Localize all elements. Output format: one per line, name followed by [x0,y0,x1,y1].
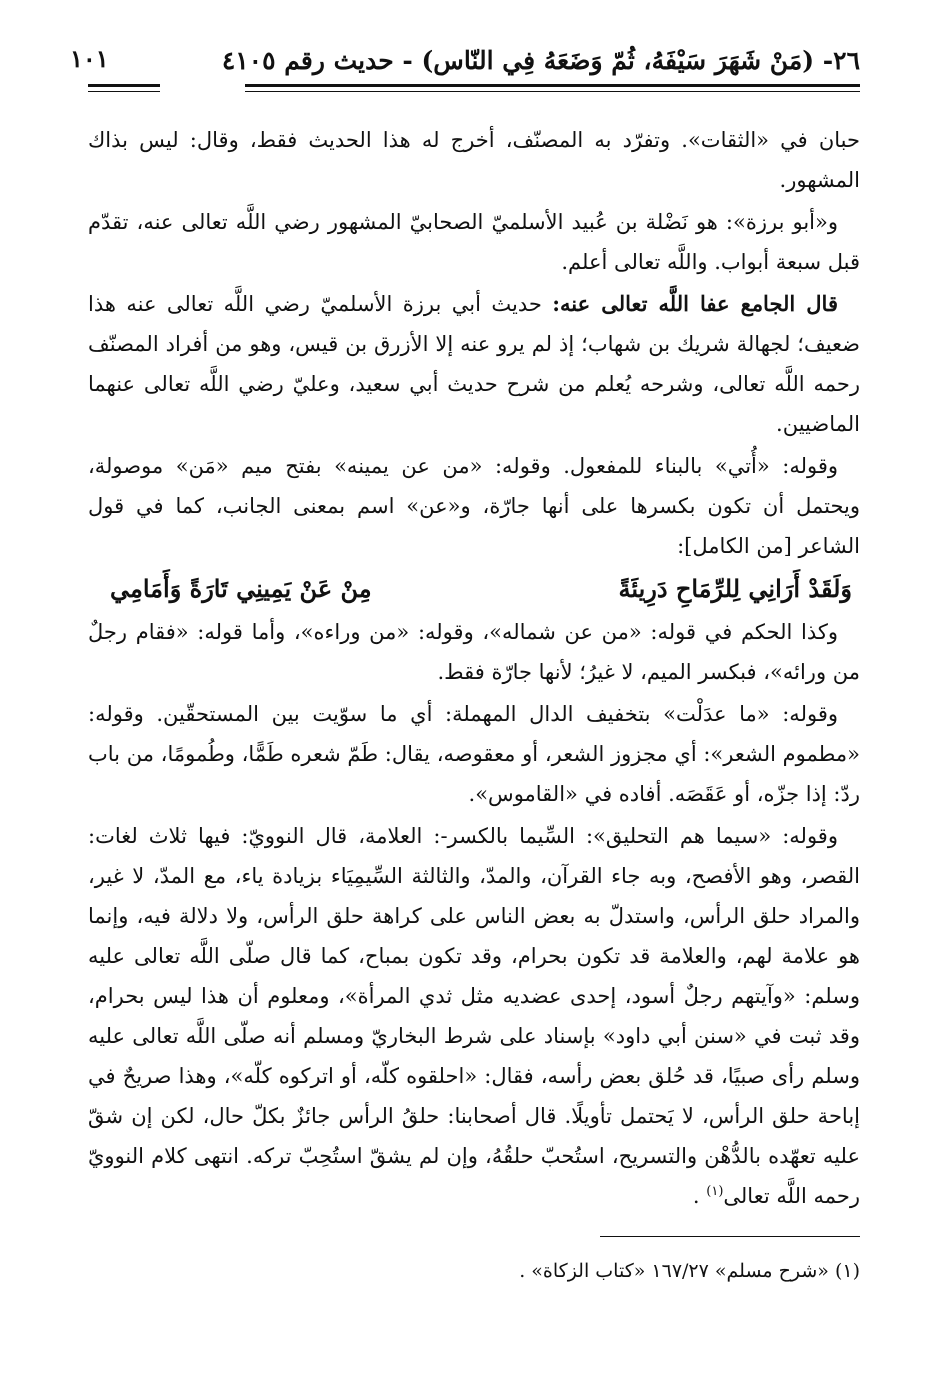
running-header [80,38,860,96]
chapter-title: ٢٦- (مَنْ شَهَرَ سَيْفَهُ، ثُمّ وَضَعَهُ فِي النّاس) - حديث رقم ٤١٠٥ [221,46,860,75]
header-rule [245,84,860,87]
paragraph: وقوله: «ما عدَلْت» بتخفيف الدال المهملة: أي ما سوّيت بين المستحقّين. وقوله: «مطموم الشعر»: أي مجزوز الشعر، أو معقوصه، يقال: طَمّ شعره طَمًّا، وطُمومًا، من باب ردّ: إذا جزّه، أو عَقَصَه. أفاده في «القاموس». [88,702,860,806]
verse-second-hemistich: مِنْ عَنْ يَمِينِي تَارَةً وَأَمَامِي [110,574,372,603]
verse-first-hemistich: وَلَقَدْ أَرَانِي لِلرِّمَاحِ دَرِيئَةً [618,574,852,603]
header-rule-thin [245,91,860,92]
footnote-marker: (١) [706,1184,724,1199]
closing-punctuation: . [692,1184,700,1208]
paragraph: حبان في «الثقات». وتفرّد به المصنّف، أخرج له هذا الحديث فقط، وقال: ليس بذاك المشهور. [88,128,860,192]
jami-label: قال الجامع عفا اللَّه تعالى عنه: [552,291,838,316]
paragraph: وقوله: «أُتي» بالبناء للمفعول. وقوله: «من عن يمينه» بفتح ميم «مَن» موصولة، ويحتمل أن تكون بكسرها على أنها جارّة، و«عن» اسم بمعنى الجانب، كما في قول الشاعر [من الكامل]: [88,454,860,558]
main-text [88,120,860,1218]
page-number-rule [88,84,160,87]
footnote-separator [600,1236,860,1237]
poetry-verse [88,568,860,610]
jami-paragraph [88,284,860,444]
footnote: (١) «شرح مسلم» ١٦٧/٢٧ «كتاب الزكاة» . [519,1260,860,1282]
paragraph [88,816,860,1216]
page-number: ١٠١ [70,44,109,73]
paragraph: وكذا الحكم في قوله: «من عن شماله»، وقوله: «من وراءه»، وأما قوله: «فقام رجلٌ من ورائه»، فبكسر الميم، لا غيرُ؛ لأنها جارّة فقط. [88,620,860,684]
page-number-rule-thin [88,91,160,92]
paragraph: و«أبو برزة»: هو نَضْلة بن عُبيد الأسلميّ الصحابيّ المشهور رضي اللَّه تعالى عنه، تقدّم قبل سبعة أبواب. واللَّه تعالى أعلم. [88,210,860,274]
jami-text: حديث أبي برزة الأسلميّ رضي اللَّه تعالى عنه هذا ضعيف؛ لجهالة شريك بن شهاب؛ إذ لم يرو عنه إلا الأزرق بن قيس، وهو من أفراد المصنّف رحمه اللَّه تعالى، وشرحه يُعلم من شرح حديث أبي سعيد، وعليّ رضي اللَّه تعالى عنهما الماضيين. [88,292,860,436]
paragraph-text: وقوله: «سيما هم التحليق»: السِّيما بالكسر-: العلامة، قال النوويّ: فيها ثلاث لغات: القصر، وهو الأفصح، وبه جاء القرآن، والمدّ، والثالثة السِّيمِيَاء بزيادة ياء، مع المدّ، لا غير، والمراد حلق الرأس، واستدلّ به بعض الناس على كراهة حلق الرأس، ولا دلالة فيه، وإنما هو علامة لهم، والعلامة قد تكون بحرام، وقد تكون بمباح، كما قال صلّى اللَّه تعالى عليه وسلم: «وآيتهم رجلٌ أسود، إحدى عضديه مثل ثدي المرأة»، ومعلوم أن هذا ليس بحرام، وقد ثبت في «سنن أبي داود» بإسناد على شرط البخاريّ ومسلم أنه صلّى اللَّه تعالى عليه وسلم رأى صبيًا، قد حُلق بعض رأسه، فقال: «احلقوه كلّه، أو اتركوه كلّه»، وهذا صريحٌ في إباحة حلق الرأس، لا يَحتمل تأويلًا. قال أصحابنا: حلقُ الرأس جائزٌ بكلّ حال، لكن إن شقّ عليه تعهّده بالدُّهْن والتسريح، استُحبّ حلقُهُ، وإن لم يشقّ استُحِبّ تركه. انتهى كلام النوويّ رحمه اللَّه تعالى [88,824,860,1208]
